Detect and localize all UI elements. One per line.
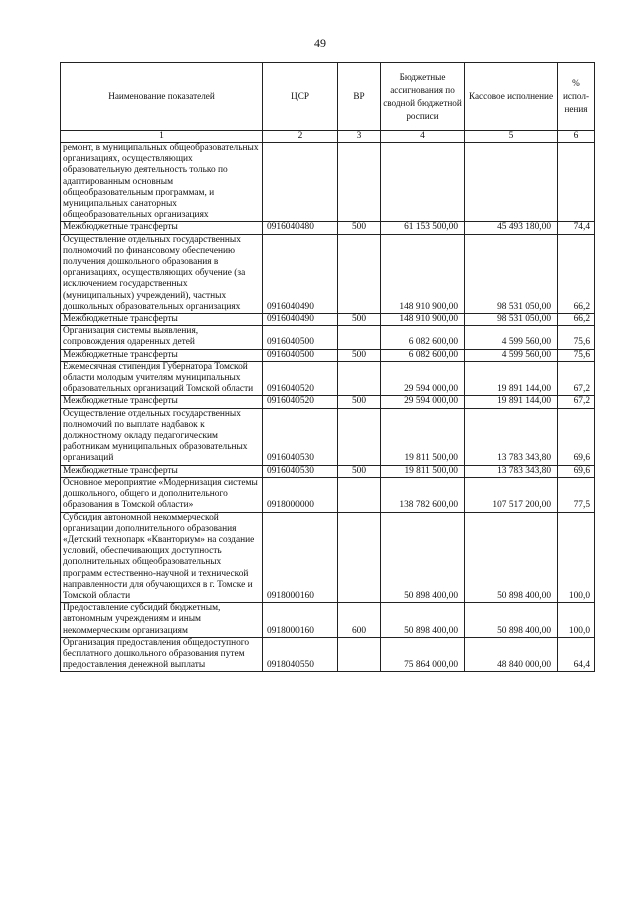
row-percent-cell [558, 143, 595, 222]
table-row [61, 349, 595, 361]
row-cash-cell: 4 599 560,00 [465, 349, 558, 361]
row-percent-cell: 75,6 [558, 349, 595, 361]
row-budget-cell: 61 153 500,00 [381, 222, 465, 234]
row-percent-cell: 100,0 [558, 603, 595, 638]
header-cash: Кассовое исполнение [465, 63, 558, 131]
row-csr-cell: 0916040520 [263, 396, 338, 408]
row-csr-cell: 0918000000 [263, 477, 338, 512]
header-budget: Бюджетные ассигнования по сводной бюджетной росписи [381, 63, 465, 131]
table-row [61, 477, 595, 512]
row-budget-cell: 75 864 000,00 [381, 637, 465, 672]
row-cash-cell: 13 783 343,80 [465, 408, 558, 465]
row-vr-cell: 500 [338, 349, 381, 361]
table-row [61, 326, 595, 349]
row-vr-cell: 500 [338, 465, 381, 477]
header-row [61, 63, 595, 131]
row-vr-cell [338, 326, 381, 349]
column-number-row [61, 131, 595, 143]
table-row [61, 603, 595, 638]
table-row [61, 314, 595, 326]
row-name-cell: Организация системы выявления, сопровождения одаренных детей [61, 326, 263, 349]
row-csr-cell: 0916040490 [263, 234, 338, 313]
row-budget-cell [381, 143, 465, 222]
row-vr-cell: 600 [338, 603, 381, 638]
row-budget-cell: 6 082 600,00 [381, 349, 465, 361]
row-vr-cell [338, 477, 381, 512]
row-budget-cell: 29 594 000,00 [381, 396, 465, 408]
column-number: 6 [558, 131, 595, 143]
row-csr-cell: 0916040500 [263, 349, 338, 361]
row-cash-cell: 19 891 144,00 [465, 396, 558, 408]
row-csr-cell: 0916040490 [263, 314, 338, 326]
row-vr-cell: 500 [338, 222, 381, 234]
column-number: 2 [263, 131, 338, 143]
row-vr-cell: 500 [338, 314, 381, 326]
row-name-cell: Межбюджетные трансферты [61, 349, 263, 361]
header-percent: % испол-нения [558, 63, 595, 131]
row-budget-cell: 29 594 000,00 [381, 361, 465, 396]
table-row [61, 512, 595, 603]
row-name-cell: Основное мероприятие «Модернизация системы дошкольного, общего и дополнительного образования в Томской области» [61, 477, 263, 512]
table-row [61, 465, 595, 477]
row-csr-cell: 0916040530 [263, 465, 338, 477]
table-row [61, 222, 595, 234]
row-percent-cell: 66,2 [558, 234, 595, 313]
row-percent-cell: 74,4 [558, 222, 595, 234]
row-vr-cell: 500 [338, 396, 381, 408]
row-budget-cell: 138 782 600,00 [381, 477, 465, 512]
row-name-cell: Межбюджетные трансферты [61, 222, 263, 234]
row-cash-cell: 107 517 200,00 [465, 477, 558, 512]
row-vr-cell [338, 234, 381, 313]
row-cash-cell: 19 891 144,00 [465, 361, 558, 396]
row-name-cell: Организация предоставления общедоступного бесплатного дошкольного образования путем предоставления денежной выплаты [61, 637, 263, 672]
row-cash-cell: 98 531 050,00 [465, 234, 558, 313]
row-vr-cell [338, 361, 381, 396]
row-name-cell: Осуществление отдельных государственных полномочий по выплате надбавок к должностному окладу педагогическим работникам муниципальных образовательных организаций [61, 408, 263, 465]
row-csr-cell: 0916040500 [263, 326, 338, 349]
table-row [61, 408, 595, 465]
row-csr-cell: 0918000160 [263, 512, 338, 603]
row-cash-cell: 48 840 000,00 [465, 637, 558, 672]
row-csr-cell: 0916040520 [263, 361, 338, 396]
row-name-cell: Ежемесячная стипендия Губернатора Томской области молодым учителям муниципальных образовательных организаций Томской области [61, 361, 263, 396]
row-percent-cell: 100,0 [558, 512, 595, 603]
row-percent-cell: 66,2 [558, 314, 595, 326]
row-percent-cell: 75,6 [558, 326, 595, 349]
row-percent-cell: 69,6 [558, 408, 595, 465]
row-name-cell: Предоставление субсидий бюджетным, автономным учреждениям и иным некоммерческим организациям [61, 603, 263, 638]
row-vr-cell [338, 408, 381, 465]
column-number: 5 [465, 131, 558, 143]
column-number: 1 [61, 131, 263, 143]
row-name-cell: Осуществление отдельных государственных полномочий по финансовому обеспечению получения дошкольного образования в организациях, осуществляющих обучение (за исключением государственных (муниципальных) учреждений), частных дошкольных образовательных организациях [61, 234, 263, 313]
header-vr: ВР [338, 63, 381, 131]
row-cash-cell: 50 898 400,00 [465, 512, 558, 603]
row-budget-cell: 19 811 500,00 [381, 465, 465, 477]
table-row [61, 637, 595, 672]
row-budget-cell: 50 898 400,00 [381, 603, 465, 638]
row-budget-cell: 19 811 500,00 [381, 408, 465, 465]
row-percent-cell: 67,2 [558, 361, 595, 396]
row-name-cell: Межбюджетные трансферты [61, 396, 263, 408]
row-budget-cell: 148 910 900,00 [381, 234, 465, 313]
column-number: 4 [381, 131, 465, 143]
row-name-cell: ремонт, в муниципальных общеобразовательных организациях, осуществляющих образовательную деятельность только по адаптированным основным общеобразовательным программам, и муниципальных санаторных общеобразовательных организациях [61, 143, 263, 222]
row-cash-cell: 98 531 050,00 [465, 314, 558, 326]
row-cash-cell: 50 898 400,00 [465, 603, 558, 638]
row-csr-cell: 0918040550 [263, 637, 338, 672]
row-cash-cell: 4 599 560,00 [465, 326, 558, 349]
budget-table [60, 62, 595, 672]
row-cash-cell: 13 783 343,80 [465, 465, 558, 477]
row-budget-cell: 50 898 400,00 [381, 512, 465, 603]
table-row [61, 143, 595, 222]
row-cash-cell [465, 143, 558, 222]
row-percent-cell: 77,5 [558, 477, 595, 512]
page-number: 49 [314, 36, 326, 50]
row-csr-cell [263, 143, 338, 222]
row-percent-cell: 67,2 [558, 396, 595, 408]
row-vr-cell [338, 512, 381, 603]
table-row [61, 361, 595, 396]
header-name: Наименование показателей [61, 63, 263, 131]
row-name-cell: Субсидия автономной некоммерческой организации дополнительного образования «Детский технопарк «Кванториум» на создание условий, обеспечивающих доступность дополнительных общеобразовательных программ естественно-научной и технической направленности для обучающихся в г. Томске и Томской области [61, 512, 263, 603]
table-row [61, 396, 595, 408]
header-csr: ЦСР [263, 63, 338, 131]
row-vr-cell [338, 637, 381, 672]
row-csr-cell: 0916040530 [263, 408, 338, 465]
row-name-cell: Межбюджетные трансферты [61, 465, 263, 477]
row-csr-cell: 0916040480 [263, 222, 338, 234]
row-percent-cell: 69,6 [558, 465, 595, 477]
row-cash-cell: 45 493 180,00 [465, 222, 558, 234]
column-number: 3 [338, 131, 381, 143]
row-vr-cell [338, 143, 381, 222]
row-name-cell: Межбюджетные трансферты [61, 314, 263, 326]
row-budget-cell: 148 910 900,00 [381, 314, 465, 326]
row-budget-cell: 6 082 600,00 [381, 326, 465, 349]
row-percent-cell: 64,4 [558, 637, 595, 672]
table-row [61, 234, 595, 313]
row-csr-cell: 0918000160 [263, 603, 338, 638]
